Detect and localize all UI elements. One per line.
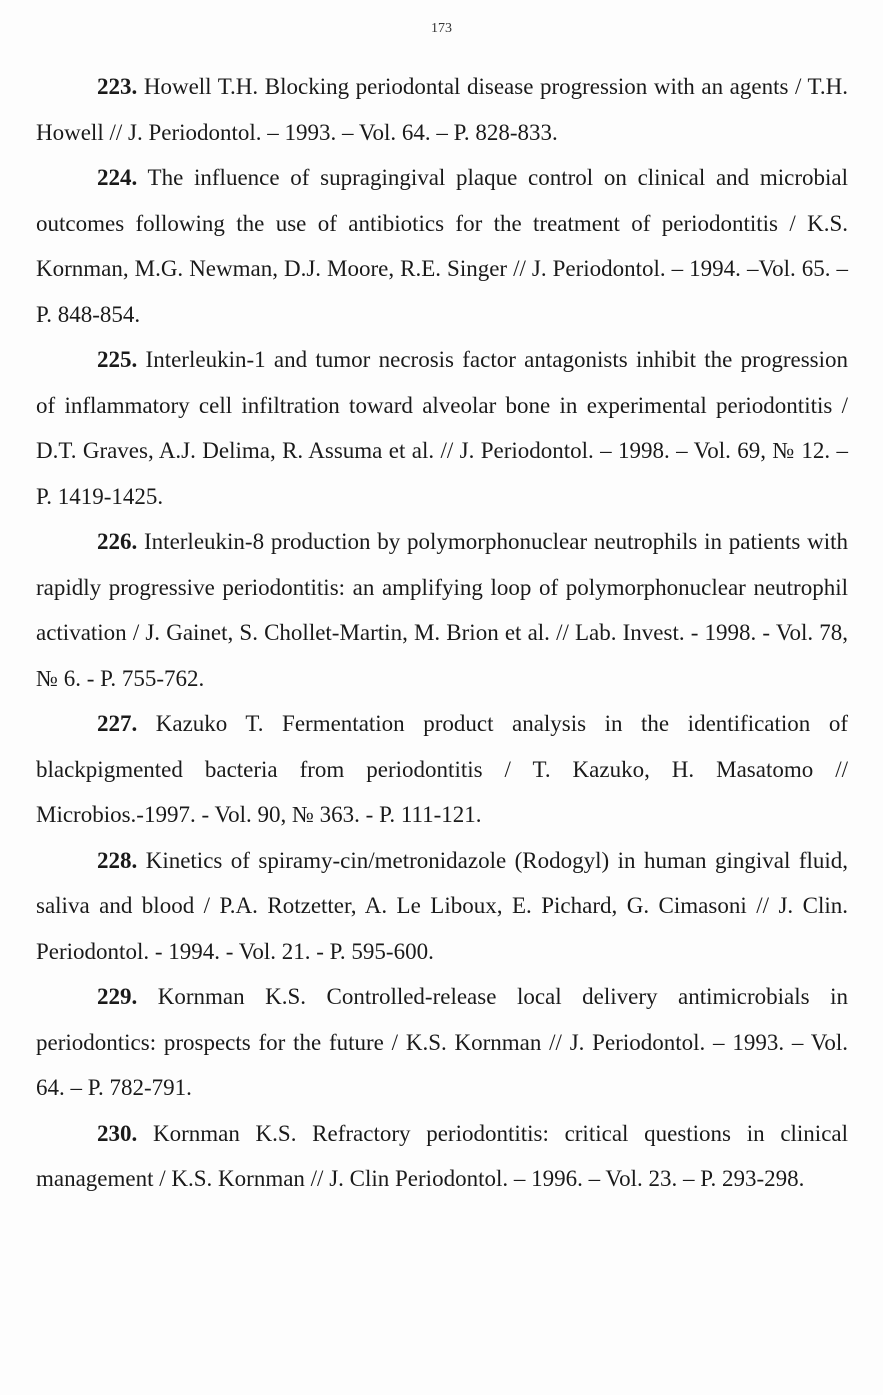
reference-item: [36, 519, 848, 701]
reference-number: 225.: [97, 347, 138, 372]
reference-text: The influence of supragingival plaque control on clinical and microbial outcomes following the use of antibiotics for the treatment of periodontitis / K.S. Kornman, M.G. Newman, D.J. Moore, R.E. Singer // J. Periodontol. – 1994. –Vol. 65. – P. 848-854.: [36, 165, 848, 327]
reference-number: 224.: [97, 165, 138, 190]
reference-text: Interleukin-8 production by polymorphonuclear neutrophils in patients with rapidly progressive periodontitis: an amplifying loop of polymorphonuclear neutrophil activation / J. Gainet, S. Chollet-Martin, M. Brion et al. // Lab. Invest. - 1998. - Vol. 78, № 6. - P. 755-762.: [36, 529, 848, 691]
reference-list: [36, 64, 848, 1202]
reference-number: 228.: [97, 847, 138, 873]
reference-text: Kornman K.S. Controlled-release local delivery antimicrobials in periodontics: prospects for the future / K.S. Kornman // J. Periodontol. – 1993. – Vol. 64. – P. 782-791.: [36, 984, 848, 1100]
reference-text: Kazuko T. Fermentation product analysis in the identification of blackpigmented bacteria from periodontitis / T. Kazuko, H. Masatomo // Microbios.-1997. - Vol. 90, № 363. - P. 111-121.: [36, 711, 848, 827]
reference-item: [36, 838, 848, 975]
reference-text: Kornman K.S. Refractory periodontitis: critical questions in clinical management / K.S. Kornman // J. Clin Periodontol. – 1996. – Vol. 23. – P. 293-298.: [36, 1120, 849, 1191]
reference-text: Kinetics of spiramy-cin/metronidazole (Rodogyl) in human gingival fluid, saliva and blood / P.A. Rotzetter, A. Le Liboux, E. Pichard, G. Cimasoni // J. Clin. Periodontol. - 1994. - Vol. 21. - P. 595-600.: [36, 847, 849, 964]
reference-item: [36, 701, 848, 838]
page-number: 173: [431, 21, 452, 36]
reference-item: [36, 64, 848, 155]
reference-text: Interleukin-1 and tumor necrosis factor antagonists inhibit the progression of inflammatory cell infiltration toward alveolar bone in experimental periodontitis / D.T. Graves, A.J. Delima, R. Assuma et al. // J. Periodontol. – 1998. – Vol. 69, № 12. – P. 1419-1425.: [36, 347, 848, 509]
reference-number: 223.: [97, 74, 138, 99]
reference-number: 226.: [97, 529, 138, 554]
reference-number: 229.: [97, 984, 138, 1009]
reference-text: Howell T.H. Blocking periodontal disease progression with an agents / T.H. Howell // J. Periodontol. – 1993. – Vol. 64. – P. 828-833.: [36, 74, 849, 145]
reference-item: [36, 337, 848, 519]
reference-item: [36, 1111, 848, 1202]
reference-item: [36, 155, 848, 337]
reference-number: 227.: [97, 711, 138, 736]
reference-item: [36, 974, 848, 1111]
reference-number: 230.: [97, 1120, 138, 1146]
